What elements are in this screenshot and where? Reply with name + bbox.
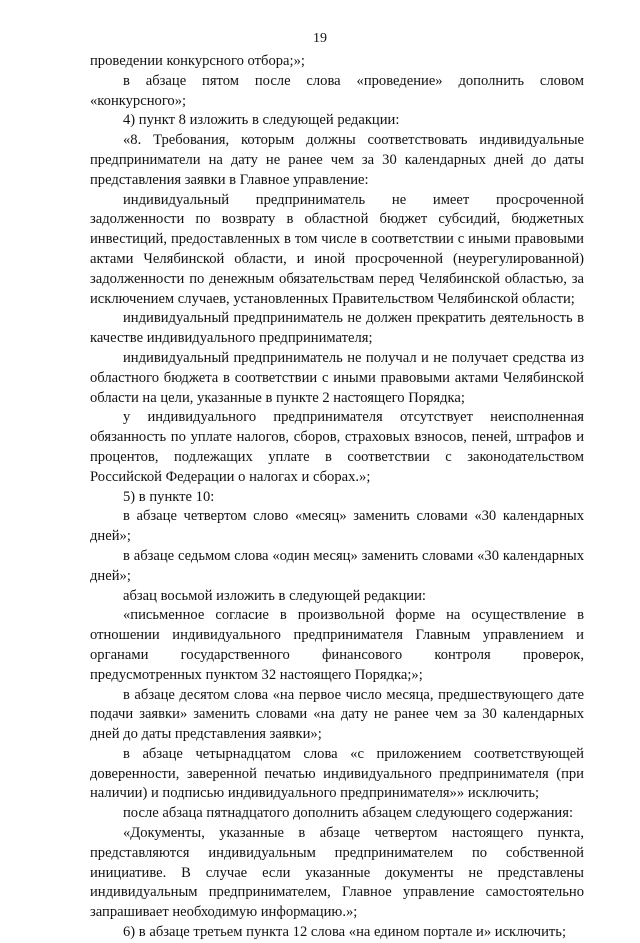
page-number: 19 [313,31,327,46]
paragraph-12: абзац восьмой изложить в следующей редакции: [123,587,426,604]
paragraph-14: в абзаце десятом слова «на первое число месяца, предшествующего дате подачи заявки» заменить словами «на дату не ранее чем за 30 календарных дней до даты представления заявки»; [90,686,584,743]
paragraph-13: «письменное согласие в произвольной форме на осуществление в отношении индивидуального предпринимателя Главным управлением и органами государственного финансового контроля проверок, предусмотренных пунктом 32 настоящего Порядка;»; [90,607,584,683]
paragraph-7: индивидуальный предприниматель не получал и не получает средства из областного бюджета в соответствии с иными правовыми актами Челябинской области на цели, указанные в пункте 2 настоящего Порядка; [90,349,584,406]
paragraph-1: проведении конкурсного отбора;»; [90,53,305,69]
paragraph-10: в абзаце четвертом слово «месяц» заменить словами «30 календарных дней»; [90,508,584,545]
paragraph-4: «8. Требования, которым должны соответствовать индивидуальные предприниматели на дату не ранее чем за 30 календарных дней до даты представления заявки в Главное управление: [90,132,584,188]
paragraph-17: «Документы, указанные в абзаце четвертом настоящего пункта, представляются индивидуальным предпринимателем по собственной инициативе. В случае если указанные документы не представлены индивидуальным предпринимателем, Главное управление самостоятельно запрашивает необходимую информацию.»; [90,825,584,921]
paragraph-3: 4) пункт 8 изложить в следующей редакции: [123,112,400,129]
paragraph-15: в абзаце четырнадцатом слова «с приложением соответствующей доверенности, заверенной печатью индивидуального предпринимателя (при наличии) и подписью индивидуального предпринимателя»» исключить; [90,745,584,802]
paragraph-9: 5) в пункте 10: [123,488,215,505]
paragraph-2: в абзаце пятом после слова «проведение» дополнить словом «конкурсного»; [90,72,584,109]
paragraph-8: у индивидуального предпринимателя отсутствует неисполненная обязанность по уплате налогов, сборов, страховых взносов, пеней, штрафов и процентов, подлежащих уплате в соответствии с законодательством Российской Федерации о налогах и сборах.»; [90,409,584,485]
paragraph-18: 6) в абзаце третьем пункта 12 слова «на едином портале и» исключить; [123,924,567,941]
paragraph-11: в абзаце седьмом слова «один месяц» заменить словами «30 календарных дней»; [90,547,584,584]
paragraph-6: индивидуальный предприниматель не должен прекратить деятельность в качестве индивидуального предпринимателя; [90,310,584,347]
document-body [90,52,584,943]
paragraph-16: после абзаца пятнадцатого дополнить абзацем следующего содержания: [123,805,573,822]
paragraph-5: индивидуальный предприниматель не имеет просроченной задолженности по возврату в областной бюджет субсидий, бюджетных инвестиций, предоставленных в том числе в соответствии с иными правовыми актами Челябинской области, и иной просроченной (неурегулированной) задолженности по денежным обязательствам перед Челябинской областью, за исключением случаев, установленных Правительством Челябинской области; [90,191,584,307]
